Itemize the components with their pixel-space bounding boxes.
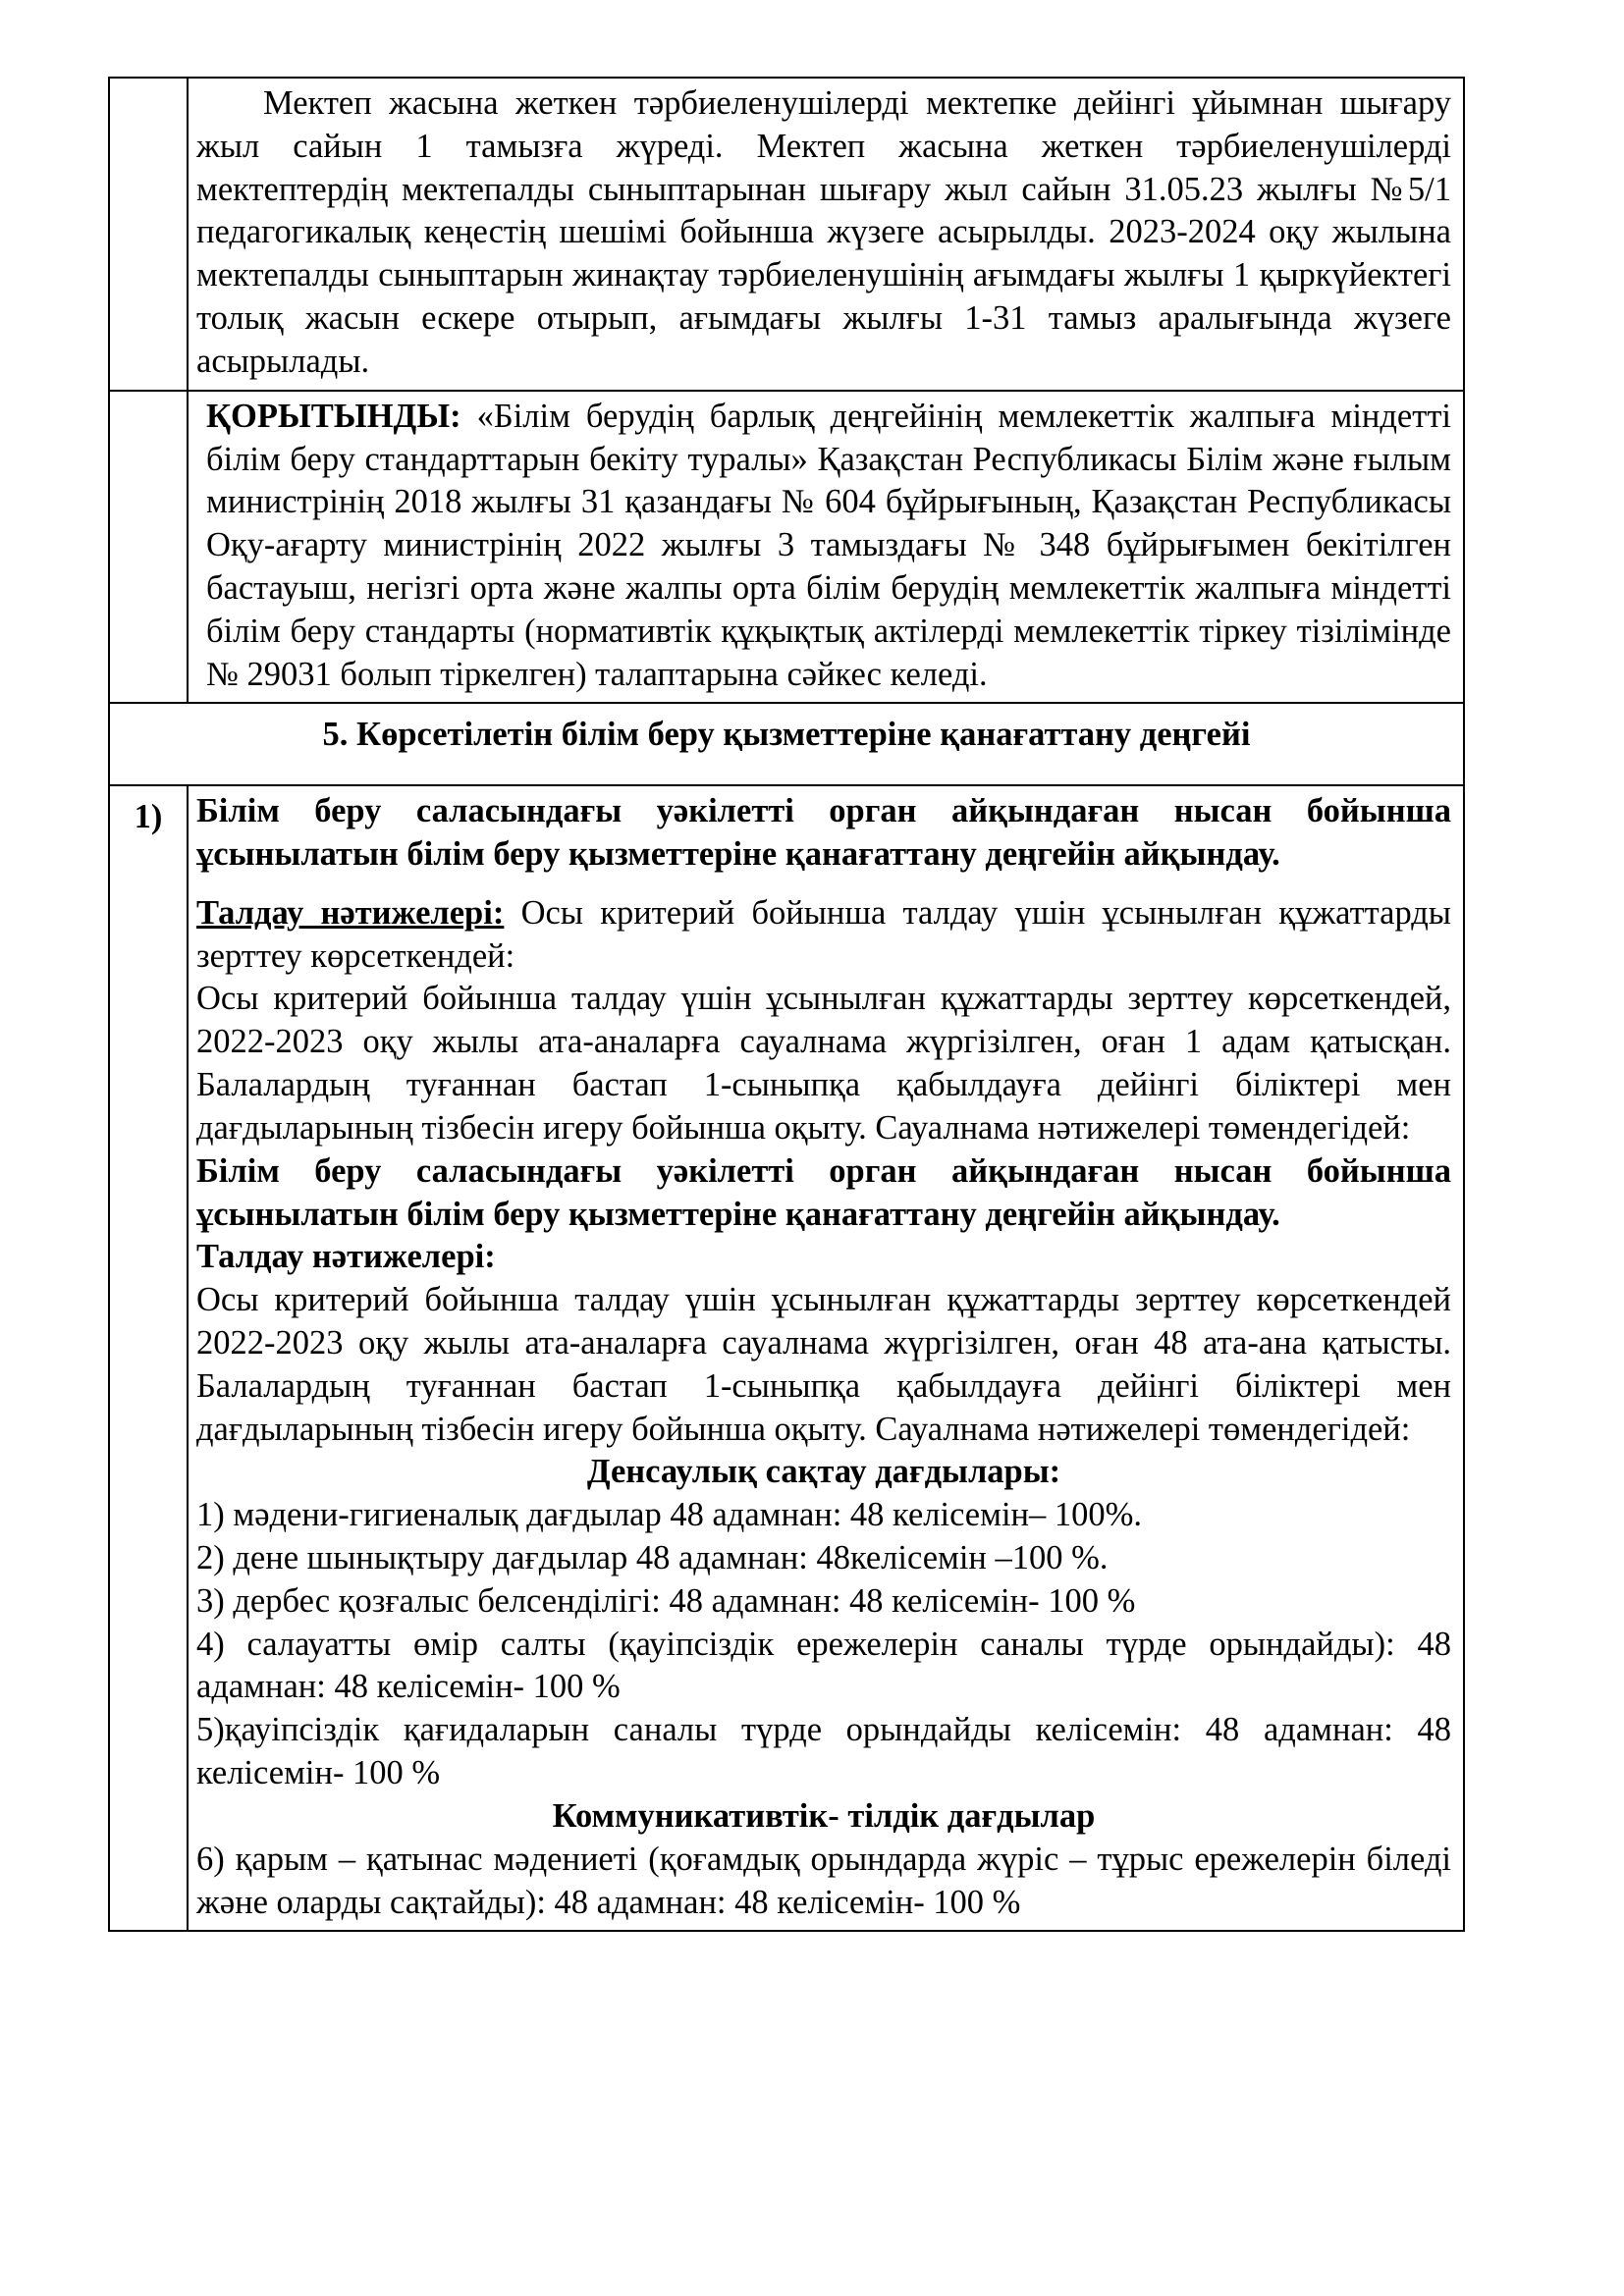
conclusion-text: «Білім берудің барлық деңгейінің мемлекеттік жалпыға міндетті білім беру стандарттарын бекіту туралы» Қазақстан Республикасы Білім және ғылым министрінің 2018 жылғы 31 қазандағы № 604 бұйрығының, Қазақстан Республикасы Оқу-ағарту министрінің 2022 жылғы 3 тамыздағы № 348 бұйрығымен бекітілген бастауыш, негізгі орта және жалпы орта білім берудің мемлекеттік жалпыға міндетті білім беру стандарты (нормативтік құқықтық актілерді мемлекеттік тіркеу тізілімінде № 29031 болып тіркелген) талаптарына сәйкес келеді. xyxy=(206,397,1451,693)
row-body-cell xyxy=(188,391,1464,704)
health-item: 1) мәдени-гигиеналық дағдылар 48 адамнан: 48 келісемін– 100%. xyxy=(196,1496,1142,1534)
criterion-heading-2: Білім беру саласындағы уәкілетті орган айқындаған нысан бойынша ұсынылатын білім беру қызметтеріне қанағаттану деңгейін айқындау. xyxy=(196,1151,1451,1233)
table-row-conclusion xyxy=(109,391,1464,704)
row-body-cell xyxy=(188,785,1464,1931)
table-row-discharge xyxy=(109,78,1464,391)
table-row-satisfaction xyxy=(109,785,1464,1931)
document-table xyxy=(108,77,1465,1932)
analysis-intro-text: Осы критерий бойынша талдау үшін ұсынылған құжаттарды зерттеу көрсеткендей: xyxy=(196,893,1451,975)
health-item: 3) дербес қозғалыс белсенділігі: 48 адамнан: 48 келісемін- 100 % xyxy=(196,1581,1136,1620)
analysis-label-2: Талдау нәтижелері: xyxy=(196,1238,496,1276)
communication-skills-title: Коммуникативтік- тілдік дағдылар xyxy=(552,1796,1096,1835)
section-title: 5. Көрсетілетін білім беру қызметтеріне қанағаттану деңгейі xyxy=(109,703,1464,785)
row-body-cell xyxy=(188,78,1464,391)
analysis-intro-paragraph xyxy=(196,892,1451,979)
communication-item: 6) қарым – қатынас мәдениеті (қоғамдық орындарда жүріс – тұрыс ережелерін біледі және оларды сақтайды): 48 адамнан: 48 келісемін- 100 % xyxy=(196,1840,1451,1921)
conclusion-paragraph xyxy=(206,396,1451,697)
survey-paragraph-1: Осы критерий бойынша талдау үшін ұсынылған құжаттарды зерттеу көрсеткендей, 2022-2023 оқу жылы ата-аналарға сауалнама жүргізілген, оған 1 адам қатысқан. Балалардың туғаннан бастап 1-сыныпқа қабылдауға дейінгі біліктері мен дағдыларының тізбесін игеру бойынша оқыту. Сауалнама нәтижелері төмендегідей: xyxy=(196,980,1451,1147)
row-number-cell xyxy=(109,391,188,704)
section-header-row xyxy=(109,703,1464,785)
analysis-label: Талдау нәтижелері: xyxy=(196,893,505,932)
health-skills-title: Денсаулық сақтау дағдылары: xyxy=(586,1453,1061,1491)
row-number: 1) xyxy=(109,785,188,1931)
row-number-cell xyxy=(109,78,188,391)
discharge-paragraph: Мектеп жасына жеткен тәрбиеленушілерді мектепке дейінгі ұйымнан шығару жыл сайын 1 тамызға жүреді. Мектеп жасына жеткен тәрбиеленушілерді мектептердің мектепалды сыныптарынан шығару жыл сайын 31.05.23 жылғы №5/1 педагогикалық кеңестің шешімі бойынша жүзеге асырылды. 2023-2024 оқу жылына мектепалды сыныптарын жинақтау тәрбиеленушінің ағымдағы жылғы 1 қыркүйектегі толық жасын ескере отырып, ағымдағы жылғы 1-31 тамыз аралығында жүзеге асырылады. xyxy=(196,84,1451,380)
criterion-heading: Білім беру саласындағы уәкілетті орган айқындаған нысан бойынша ұсынылатын білім беру қызметтеріне қанағаттану деңгейін айқындау. xyxy=(196,792,1451,873)
health-item: 2) дене шынықтыру дағдылар 48 адамнан: 48келісемін –100 %. xyxy=(196,1539,1109,1576)
conclusion-label: ҚОРЫТЫНДЫ: xyxy=(206,397,461,435)
survey-paragraph-2: Осы критерий бойынша талдау үшін ұсынылған құжаттарды зерттеу көрсеткендей 2022-2023 оқу жылы ата-аналарға сауалнама жүргізілген, оған 48 ата-ана қатысты. Балалардың туғаннан бастап 1-сыныпқа қабылдауға дейінгі біліктері мен дағдыларының тізбесін игеру бойынша оқыту. Сауалнама нәтижелері төмендегідей: xyxy=(196,1281,1451,1448)
health-item: 5)қауіпсіздік қағидаларын саналы түрде орындайды келісемін: 48 адамнан: 48 келісемін- 100 % xyxy=(196,1711,1451,1792)
health-item: 4) салауатты өмір салты (қауіпсіздік ережелерін саналы түрде орындайды): 48 адамнан: 48 келісемін- 100 % xyxy=(196,1625,1451,1706)
